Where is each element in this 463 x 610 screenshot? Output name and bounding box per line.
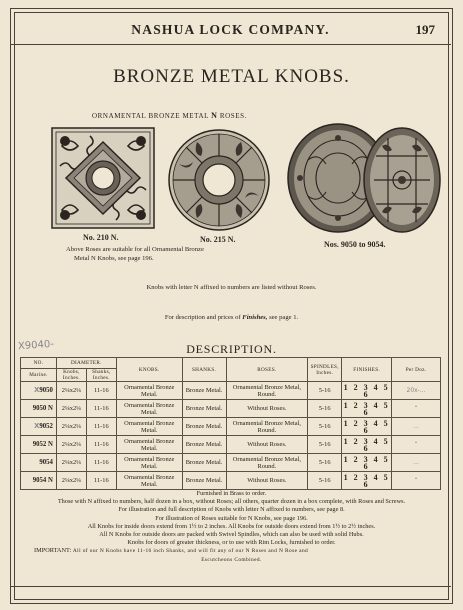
cell-shanks: Bronze Metal. xyxy=(182,418,226,436)
cell-per-doz: “ xyxy=(392,472,441,490)
header-shanks: SHANKS. xyxy=(182,358,226,382)
cell-finishes: 1 2 3 4 5 6 xyxy=(343,418,390,435)
cell-shanks: Bronze Metal. xyxy=(182,472,226,490)
cell-finishes: 1 2 3 4 5 6 xyxy=(343,382,390,399)
footer-line: Those with N affixed to numbers, half dozen in a box, without Roses; all others, quarter dozen in a box complete, with Roses and Screws. xyxy=(57,498,406,506)
cell-no xyxy=(21,436,57,454)
table-row xyxy=(21,400,441,418)
finishes-note-prefix: For description and prices of xyxy=(164,314,241,321)
cell-shanks: Bronze Metal. xyxy=(182,400,226,418)
important-label: IMPORTANT: xyxy=(34,547,72,555)
cell-shank-diameter: 11-16 xyxy=(86,400,116,418)
header-diameter: DIAMETER. xyxy=(56,358,116,369)
cell-finishes: 1 2 3 4 5 6 xyxy=(343,472,390,489)
footer-line: For illustration of Roses suitable for N Knobs, see page 196. xyxy=(155,514,308,522)
footer-line: Furnished in Brass to order. xyxy=(196,490,267,497)
finishes-note-suffix: see page 1. xyxy=(269,314,299,321)
header-spindles: SPINDLES, Inches. xyxy=(308,358,342,382)
footer-line: Knobs for doors of greater thickness, or to use with Rim Locks, furnished to order. xyxy=(127,539,336,547)
cell-no xyxy=(21,400,57,418)
cell-shank-diameter: 11-16 xyxy=(86,472,116,490)
cell-spindles: 5-16 xyxy=(308,472,342,490)
cell-roses: Ornamental Bronze Metal, Round. xyxy=(226,382,308,400)
cell-roses: Without Roses. xyxy=(226,400,308,418)
cell-knob-diameter: 2¼x2¼ xyxy=(56,436,86,454)
pencil-mark: X xyxy=(34,422,40,430)
header-shanks-inches: Shanks, Inches. xyxy=(86,369,116,382)
footer-line: All Knobs for inside doors extend from 1½ to 2 inches. All Knobs for outside doors extend from 1½ to 2½ inches. xyxy=(87,522,376,530)
cell-shank-diameter: 11-16 xyxy=(86,382,116,400)
header-finishes: FINISHES. xyxy=(342,358,392,382)
page-number: 197 xyxy=(415,22,435,37)
cell-per-doz: ... xyxy=(392,418,441,436)
cell-spindles: 5-16 xyxy=(308,418,342,436)
cell-roses: Without Roses. xyxy=(226,436,308,454)
cell-no xyxy=(21,418,57,436)
cell-spindles: 5-16 xyxy=(308,382,342,400)
subtitle-suffix: ROSES. xyxy=(219,112,248,120)
finishes-note-emph: Finishes, xyxy=(242,314,268,321)
table-row xyxy=(21,454,441,472)
header-marine: Marine. xyxy=(21,369,57,382)
page-title: BRONZE METAL KNOBS. xyxy=(113,66,350,87)
cell-shank-diameter: 11-16 xyxy=(86,454,116,472)
cell-spindles: 5-16 xyxy=(308,436,342,454)
cell-knobs: Ornamental Bronze Metal. xyxy=(116,418,182,436)
figure-subtitle xyxy=(92,111,247,120)
cell-knob-diameter: 2¼x2¼ xyxy=(56,418,86,436)
caption-9050-9054: Nos. 9050 to 9054. xyxy=(324,240,386,249)
cell-knobs: Ornamental Bronze Metal. xyxy=(116,436,182,454)
footer-line: All N Knobs for outside doors are packed with Swivel Spindles, which can also be used with solid Hubs. xyxy=(99,531,364,539)
rose-note-line-2: Metal N Knobs, see page 196. xyxy=(74,255,154,262)
cell-finishes: 1 2 3 4 5 6 xyxy=(343,454,390,471)
header-no: NO. xyxy=(21,358,57,369)
cell-roses: Ornamental Bronze Metal, Round. xyxy=(226,454,308,472)
cell-roses: Without Roses. xyxy=(226,472,308,490)
cell-no xyxy=(21,382,57,400)
cell-shank-diameter: 11-16 xyxy=(86,418,116,436)
rose-210n-image xyxy=(50,126,156,230)
caption-215n: No. 215 N. xyxy=(200,235,236,244)
cell-knob-diameter: 2¼x2¼ xyxy=(56,382,86,400)
cell-no xyxy=(21,454,57,472)
cell-per-doz: “ xyxy=(392,400,441,418)
row-number: 9050 xyxy=(39,387,53,394)
cell-knobs: Ornamental Bronze Metal. xyxy=(116,382,182,400)
important-text: All of our N Knobs have 11-16 inch Shanks, and will fit any of our N Roses and N Rose and xyxy=(72,548,309,555)
description-title: DESCRIPTION. xyxy=(186,342,277,356)
cell-shank-diameter: 11-16 xyxy=(86,436,116,454)
rose-215n-image xyxy=(167,128,271,232)
header-per-doz: Per Doz. xyxy=(392,358,441,382)
knobs-9050-9054-image xyxy=(284,120,444,236)
table-row xyxy=(21,382,441,400)
cell-no xyxy=(21,472,57,490)
cell-finishes: 1 2 3 4 5 6 xyxy=(343,436,390,453)
row-number: 9054 N xyxy=(32,477,53,484)
cell-spindles: 5-16 xyxy=(308,454,342,472)
subtitle-letter: N xyxy=(211,111,218,120)
cell-per-doz: 20x-... xyxy=(392,382,441,400)
cell-roses: Ornamental Bronze Metal, Round. xyxy=(226,418,308,436)
table-row xyxy=(21,472,441,490)
cell-knobs: Ornamental Bronze Metal. xyxy=(116,472,182,490)
cell-knobs: Ornamental Bronze Metal. xyxy=(116,400,182,418)
finishes-note xyxy=(0,314,463,321)
row-number: 9052 xyxy=(39,423,53,430)
important-note xyxy=(24,547,439,555)
knobs-note: Knobs with letter N affixed to numbers are listed without Roses. xyxy=(146,284,317,291)
handwritten-note-top: X9040- xyxy=(17,338,55,353)
header-knobs-inches: Knobs, Inches. xyxy=(56,369,86,382)
table-row xyxy=(21,436,441,454)
footer-line: For illustration and full description of Knobs with letter N affixed to numbers, see page 8. xyxy=(118,506,345,514)
cell-finishes: 1 2 3 4 5 6 xyxy=(343,400,390,417)
cell-per-doz: “ xyxy=(392,436,441,454)
cell-shanks: Bronze Metal. xyxy=(182,454,226,472)
company-name: NASHUA LOCK COMPANY. xyxy=(131,22,330,37)
pencil-mark: X xyxy=(34,386,40,394)
cell-knob-diameter: 2¼x2¼ xyxy=(56,400,86,418)
footer-notes xyxy=(24,490,439,564)
cell-knob-diameter: 2¼x2¼ xyxy=(56,472,86,490)
rose-note-line-1: Above Roses are suitable for all Ornamental Bronze xyxy=(66,246,204,253)
cell-shanks: Bronze Metal. xyxy=(182,382,226,400)
rose-note xyxy=(66,245,204,263)
subtitle-prefix: ORNAMENTAL BRONZE METAL xyxy=(92,112,209,120)
cell-knobs: Ornamental Bronze Metal. xyxy=(116,454,182,472)
description-table xyxy=(20,357,441,490)
bottom-rule xyxy=(10,586,451,587)
row-number: 9052 N xyxy=(32,441,53,448)
row-number: 9050 N xyxy=(32,405,53,412)
header-rule xyxy=(10,44,451,45)
important-text-2: Escutcheons Combined. xyxy=(201,556,262,563)
cell-per-doz: ... xyxy=(392,454,441,472)
caption-210n: No. 210 N. xyxy=(83,233,119,242)
table-row xyxy=(21,418,441,436)
header-knobs: KNOBS. xyxy=(116,358,182,382)
page-header xyxy=(10,8,451,46)
row-number: 9054 xyxy=(39,459,53,466)
header-roses: ROSES. xyxy=(226,358,308,382)
cell-spindles: 5-16 xyxy=(308,400,342,418)
cell-knob-diameter: 2¼x2¼ xyxy=(56,454,86,472)
cell-shanks: Bronze Metal. xyxy=(182,436,226,454)
